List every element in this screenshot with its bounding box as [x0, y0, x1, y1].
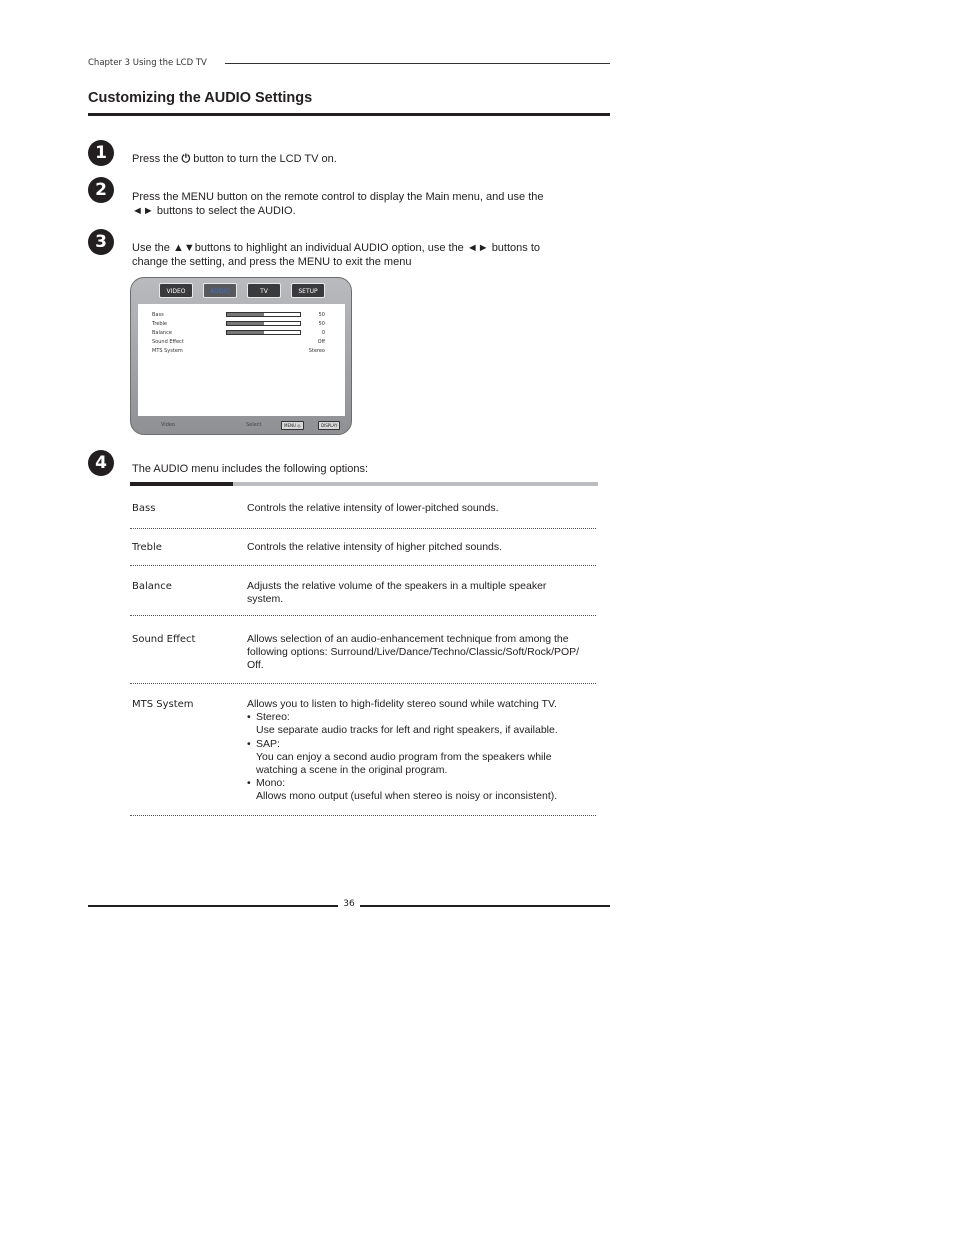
step-2-line-1: Press the MENU button on the remote control to display the Main menu, and use the — [132, 191, 544, 203]
mts-sap-desc-2: watching a scene in the original program. — [256, 764, 448, 777]
osd-mts-value[interactable]: Stereo — [308, 348, 325, 354]
osd-row-sound-effect-label: Sound Effect — [152, 339, 184, 345]
step-1-text-after: button to turn the LCD TV on. — [190, 153, 337, 165]
option-name-bass: Bass — [132, 503, 156, 514]
chapter-header: Chapter 3 Using the LCD TV — [88, 58, 207, 68]
osd-tab-video[interactable]: VIDEO — [159, 283, 193, 298]
option-desc-sound-effect — [247, 633, 597, 673]
step-2-line-2: ◄► buttons to select the AUDIO. — [132, 205, 296, 217]
osd-treble-fill — [227, 322, 264, 325]
step-3-line-2: change the setting, and press the MENU to exit the menu — [132, 256, 412, 268]
mts-sap-label: SAP: — [256, 737, 280, 750]
step-2-text — [132, 190, 582, 218]
osd-row-bass-label: Bass — [152, 312, 164, 318]
step-1-number: 1 — [88, 140, 114, 166]
step-1-text-before: Press the — [132, 153, 182, 165]
header-rule — [225, 63, 610, 64]
bullet-icon: • — [247, 737, 251, 750]
footer-rule-left — [88, 905, 338, 907]
option-desc-mts-system — [247, 698, 597, 804]
option-name-sound-effect: Sound Effect — [132, 634, 196, 645]
option-name-mts-system: MTS System — [132, 699, 194, 710]
table-header-bar-dark — [130, 482, 233, 486]
osd-footer-left: Video — [161, 422, 176, 428]
mts-stereo-item — [247, 711, 597, 724]
row-divider — [130, 815, 596, 816]
option-desc-sound-effect-line-3: Off. — [247, 659, 264, 672]
audio-osd-menu — [130, 277, 352, 435]
osd-balance-fill — [227, 331, 264, 334]
option-desc-balance-line-2: system. — [247, 593, 284, 606]
mts-stereo-label: Stereo: — [256, 711, 290, 724]
option-name-treble: Treble — [132, 542, 162, 553]
osd-tab-tv[interactable]: TV — [247, 283, 281, 298]
osd-bass-slider[interactable] — [226, 312, 301, 317]
step-3-text — [132, 241, 582, 269]
power-icon: ⏻ — [181, 153, 191, 165]
step-1-text — [132, 152, 582, 166]
row-divider — [130, 683, 596, 684]
title-rule — [88, 113, 610, 116]
osd-menu-key: MENU ◎ — [281, 421, 304, 430]
bullet-icon: • — [247, 777, 251, 790]
option-desc-bass: Controls the relative intensity of lower-pitched sounds. — [247, 502, 499, 514]
osd-display-key: DISPLAY — [318, 421, 340, 430]
mts-stereo-desc: Use separate audio tracks for left and right speakers, if available. — [256, 724, 558, 737]
table-header-bar-light — [233, 482, 598, 486]
row-divider — [130, 528, 596, 529]
osd-treble-value: 50 — [318, 321, 325, 327]
option-desc-sound-effect-line-2: following options: Surround/Live/Dance/Techno/Classic/Soft/Rock/POP/ — [247, 646, 580, 659]
mts-sap-desc-1: You can enjoy a second audio program from the speakers while — [256, 750, 552, 763]
osd-tab-setup[interactable]: SETUP — [291, 283, 325, 298]
mts-mono-label: Mono: — [256, 777, 286, 790]
bullet-icon: • — [247, 711, 251, 724]
osd-treble-slider[interactable] — [226, 321, 301, 326]
page-number: 36 — [343, 899, 355, 909]
osd-row-treble-label: Treble — [152, 321, 167, 327]
osd-row-mts-label: MTS System — [152, 348, 183, 354]
mts-sap-item — [247, 738, 597, 751]
step-2-number: 2 — [88, 177, 114, 203]
osd-sound-effect-value[interactable]: Off — [317, 339, 325, 345]
mts-mono-desc: Allows mono output (useful when stereo is noisy or inconsistent). — [256, 790, 558, 803]
option-name-balance: Balance — [132, 581, 172, 592]
osd-footer-mid: Select — [246, 422, 262, 428]
osd-bass-fill — [227, 313, 264, 316]
mts-mono-item — [247, 777, 597, 790]
option-desc-balance-line-1: Adjusts the relative volume of the speakers in a multiple speaker — [247, 580, 547, 592]
option-desc-sound-effect-line-1: Allows selection of an audio-enhancement technique from among the — [247, 633, 569, 645]
osd-screen — [138, 304, 345, 416]
mts-intro: Allows you to listen to high-fidelity stereo sound while watching TV. — [247, 698, 557, 710]
osd-balance-value: 0 — [321, 330, 325, 336]
option-desc-balance — [247, 580, 597, 606]
step-3-line-1: Use the ▲▼buttons to highlight an individual AUDIO option, use the ◄► buttons to — [132, 242, 541, 254]
options-intro: The AUDIO menu includes the following options: — [132, 463, 369, 475]
option-desc-treble: Controls the relative intensity of higher pitched sounds. — [247, 541, 503, 553]
footer-rule-right — [360, 905, 610, 907]
step-4-number: 4 — [88, 450, 114, 476]
osd-bass-value: 50 — [318, 312, 325, 318]
osd-row-balance-label: Balance — [152, 330, 172, 336]
page-title: Customizing the AUDIO Settings — [88, 90, 313, 106]
step-3-number: 3 — [88, 229, 114, 255]
osd-balance-slider[interactable] — [226, 330, 301, 335]
row-divider — [130, 615, 596, 616]
row-divider — [130, 565, 596, 566]
osd-tab-audio[interactable]: AUDIO — [203, 283, 237, 298]
